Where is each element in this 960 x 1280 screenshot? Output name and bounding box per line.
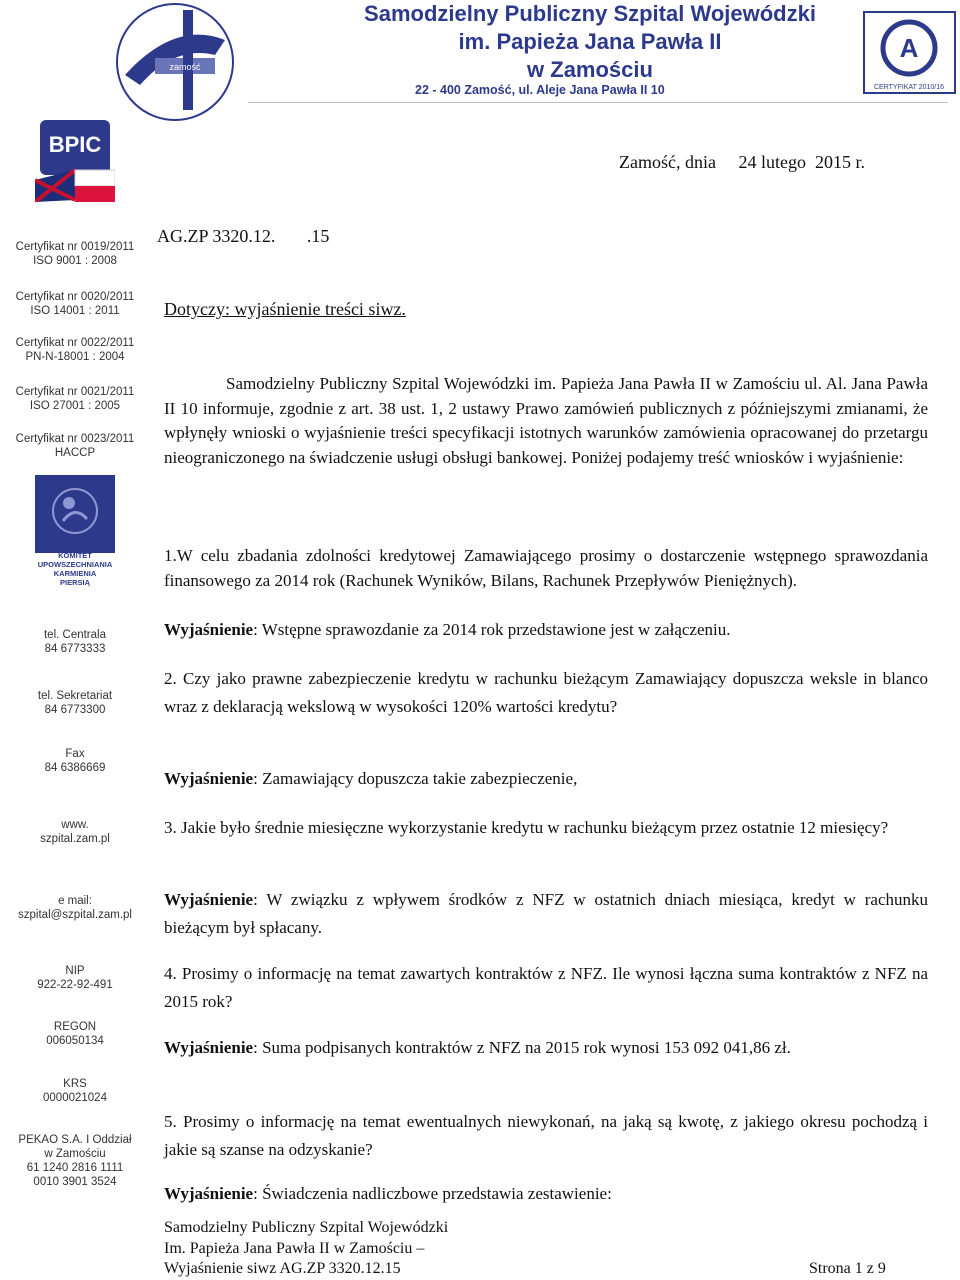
hospital-name-line3: w Zamościu bbox=[527, 57, 653, 82]
sidebar-cert-1: Certyfikat nr 0019/2011 ISO 9001 : 2008 bbox=[15, 241, 135, 267]
sidebar-cert-5: Certyfikat nr 0023/2011 HACCP bbox=[15, 433, 135, 459]
phone-central: tel. Centrala 84 6773333 bbox=[43, 629, 106, 655]
footer-line-3: Wyjaśnienie siwz AG.ZP 3320.12.15 bbox=[164, 1260, 401, 1277]
question-2: 2. Czy jako prawne zabezpieczenie kredytu w rachunku bieżącym Zamawiający dopuszcza weksle in blanco wraz z deklaracją wekslową w wysokości 120% wartości kredytu? bbox=[164, 669, 928, 716]
answer-label: Wyjaśnienie bbox=[164, 620, 254, 639]
regon: REGON 006050134 bbox=[46, 1021, 104, 1047]
logo-center-text: zamość bbox=[169, 62, 201, 72]
answer-5: Wyjaśnienie: Świadczenia nadliczbowe przedstawia zestawienie: bbox=[164, 1184, 612, 1203]
quality-certificate-logo bbox=[862, 10, 957, 95]
answer-1: Wyjaśnienie: Wstępne sprawozdanie za 2014 rok przedstawione jest w załączeniu. bbox=[164, 620, 731, 639]
bpic-logo bbox=[35, 120, 115, 202]
bpic-text: BPIC bbox=[48, 132, 102, 157]
answer-3: Wyjaśnienie: W związku z wpływem środków z NFZ w ostatnich dniach miesiąca, kredyt w rachunku bieżącym był spłacany. bbox=[164, 890, 928, 937]
answer-label: Wyjaśnienie bbox=[164, 1184, 254, 1203]
footer-line-1: Samodzielny Publiczny Szpital Wojewódzki bbox=[164, 1219, 449, 1236]
breastfeeding-committee-logo bbox=[35, 475, 115, 553]
email: e mail: szpital@szpital.zam.pl bbox=[18, 895, 132, 921]
document-reference: AG.ZP 3320.12. .15 bbox=[157, 226, 330, 246]
document-date: Zamość, dnia 24 lutego 2015 r. bbox=[619, 152, 865, 172]
krs: KRS 0000021024 bbox=[43, 1078, 107, 1104]
page-number: Strona 1 z 9 bbox=[809, 1260, 886, 1277]
sidebar-cert-2: Certyfikat nr 0020/2011 ISO 14001 : 2011 bbox=[15, 291, 135, 317]
phone-secretariat: tel. Sekretariat 84 6773300 bbox=[37, 690, 113, 716]
hospital-logo bbox=[95, 0, 255, 125]
hospital-name-line1: Samodzielny Publiczny Szpital Wojewódzki bbox=[364, 1, 816, 26]
website: www. szpital.zam.pl bbox=[40, 819, 110, 845]
intro-paragraph: Samodzielny Publiczny Szpital Wojewódzki im. Papieża Jana Pawła II w Zamościu ul. Al. Jana Pawła II 10 informuje, zgodnie z art. 38 ust. 1, 2 ustawy Prawo zamówień publicznych z późniejszymi zmianami, że wpłynęły wnioski o wyjaśnienie treści specyfikacji istotnych warunków zamówienia opracowanej do przetargu nieograniczonego na świadczenie usługi obsługi bankowej. Poniżej podajemy treść wniosków i wyjaśnienie: bbox=[164, 374, 928, 467]
answer-label: Wyjaśnienie bbox=[164, 769, 254, 788]
question-4: 4. Prosimy o informację na temat zawartych kontraktów z NFZ. Ile wynosi łączna suma kontraktów z NFZ na 2015 rok? bbox=[164, 964, 928, 1011]
document-subject: Dotyczy: wyjaśnienie treści siwz. bbox=[164, 299, 406, 319]
question-5: 5. Prosimy o informację na temat ewentualnych niewykonań, na jaką są kwotę, z jakiego okresu pochodzą i jakie są szanse na odzyskanie? bbox=[164, 1112, 928, 1159]
sidebar-cert-4: Certyfikat nr 0021/2011 ISO 27001 : 2005 bbox=[15, 386, 135, 412]
bank-account: PEKAO S.A. I Oddział w Zamościu 61 1240 2816 1111 0010 3901 3524 bbox=[18, 1134, 132, 1188]
nip: NIP 922-22-92-491 bbox=[37, 965, 113, 991]
header-divider bbox=[248, 102, 948, 103]
cert-logo-text: CERTYFIKAT 2010/16 bbox=[873, 84, 945, 91]
fax: Fax 84 6386669 bbox=[44, 748, 106, 774]
footer-line-2: Im. Papieża Jana Pawła II w Zamościu – bbox=[164, 1240, 425, 1257]
sidebar-cert-3: Certyfikat nr 0022/2011 PN-N-18001 : 2004 bbox=[15, 337, 135, 363]
answer-2: Wyjaśnienie: Zamawiający dopuszcza takie zabezpieczenie, bbox=[164, 769, 578, 788]
question-1: 1.W celu zbadania zdolności kredytowej Zamawiającego prosimy o dostarczenie wstępnego sprawozdania finansowego za 2014 rok (Rachunek Wyników, Bilans, Rachunek Przepływów Pieniężnych). bbox=[164, 546, 928, 590]
question-3: 3. Jakie było średnie miesięczne wykorzystanie kredytu w rachunku bieżącym przez ostatnie 12 miesięcy? bbox=[164, 818, 889, 837]
svg-text:A: A bbox=[899, 33, 919, 63]
answer-4: Wyjaśnienie: Suma podpisanych kontraktów z NFZ na 2015 rok wynosi 153 092 041,86 zł. bbox=[164, 1038, 791, 1057]
answer-label: Wyjaśnienie bbox=[164, 1038, 254, 1057]
hospital-name-line2: im. Papieża Jana Pawła II bbox=[458, 29, 722, 54]
answer-label: Wyjaśnienie bbox=[164, 890, 254, 909]
committee-text: KOMITET UPOWSZECHNIANIA KARMIENIA PIERSIĄ bbox=[37, 551, 113, 587]
hospital-address: 22 - 400 Zamość, ul. Aleje Jana Pawła II 10 bbox=[415, 83, 665, 97]
